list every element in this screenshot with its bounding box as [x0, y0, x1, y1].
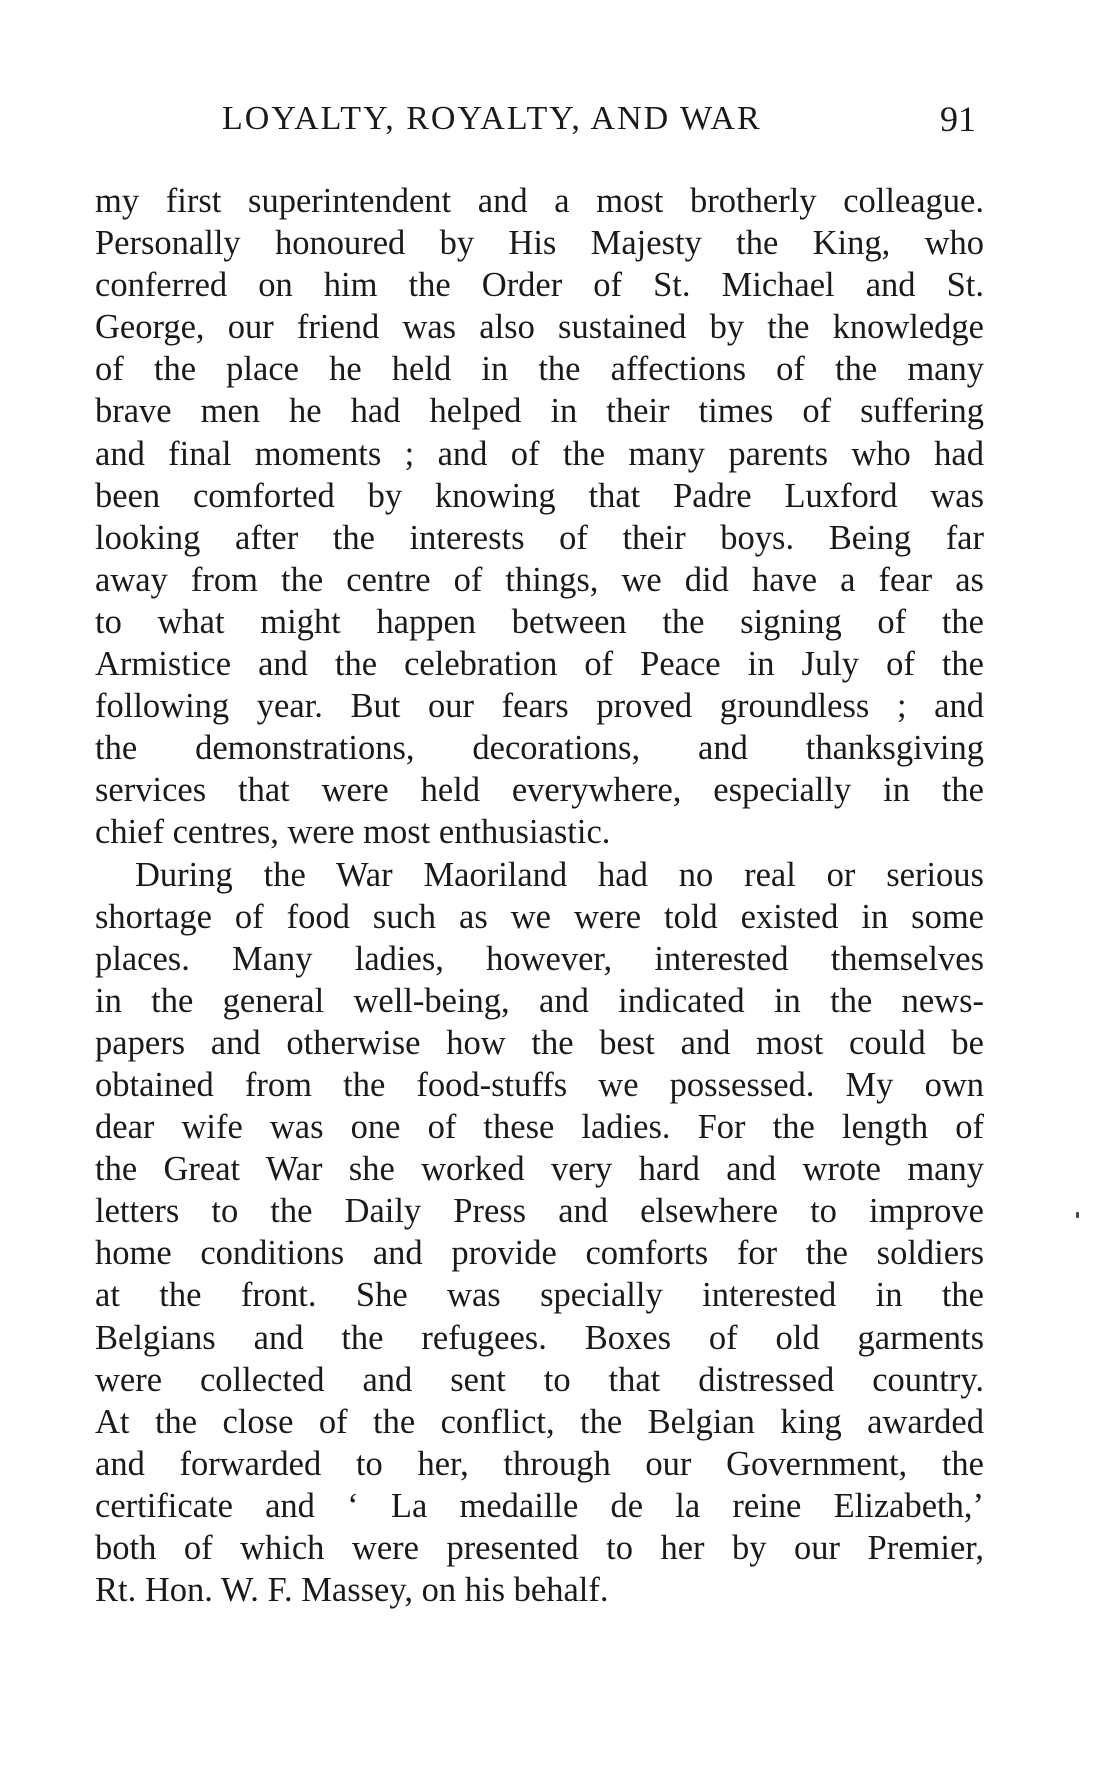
text-line: Armistice and the celebration of Peace in July of the	[95, 645, 984, 684]
text-line: away from the centre of things, we did have a fear as	[95, 560, 984, 599]
text-line: shortage of food such as we were told existed in some	[95, 897, 984, 936]
text-line: to what might happen between the signing of the	[95, 602, 984, 641]
paragraph-2	[95, 854, 984, 1612]
text-line: of the place he held in the affections of the many	[95, 350, 984, 389]
text-line: were collected and sent to that distressed country.	[95, 1360, 984, 1399]
text-line: letters to the Daily Press and elsewhere to improve	[95, 1192, 984, 1231]
text-line: my first superintendent and a most brotherly colleague.	[95, 182, 984, 220]
text-line: chief centres, were most enthusiastic.	[95, 813, 611, 852]
text-line: Rt. Hon. W. F. Massey, on his behalf.	[95, 1571, 609, 1610]
text-line: papers and otherwise how the best and most could be	[95, 1023, 984, 1062]
text-line: Personally honoured by His Majesty the King, who	[95, 224, 984, 263]
text-line: conferred on him the Order of St. Michael and St.	[95, 266, 984, 305]
text-line: Belgians and the refugees. Boxes of old garments	[95, 1318, 984, 1357]
text-line: at the front. She was specially interested in the	[95, 1276, 984, 1315]
text-line: At the close of the conflict, the Belgian king awarded	[95, 1402, 984, 1441]
text-line: and forwarded to her, through our Government, the	[95, 1444, 984, 1483]
text-line: the Great War she worked very hard and wrote many	[95, 1150, 984, 1189]
text-line: dear wife was one of these ladies. For the length of	[95, 1108, 984, 1147]
text-line: obtained from the food-stuffs we possessed. My own	[95, 1065, 984, 1104]
text-line: home conditions and provide comforts for the soldiers	[95, 1234, 984, 1273]
text-line: following year. But our fears proved groundless ; and	[95, 687, 984, 726]
text-line: brave men he had helped in their times of suffering	[95, 392, 984, 431]
text-line: During the War Maoriland had no real or serious	[135, 855, 984, 894]
text-line: looking after the interests of their boys. Being far	[95, 518, 984, 557]
page-number: 91	[940, 99, 976, 139]
text-line: places. Many ladies, however, interested themselves	[95, 939, 984, 978]
text-line: in the general well-being, and indicated in the news-	[95, 981, 984, 1020]
paragraph-1	[95, 180, 984, 854]
running-head	[0, 96, 1114, 142]
text-line: and final moments ; and of the many parents who had	[95, 434, 984, 473]
text-line: services that were held everywhere, especially in the	[95, 771, 984, 810]
text-line: certificate and ‘ La medaille de la reine Elizabeth,’	[95, 1486, 984, 1525]
body-text	[95, 180, 984, 1611]
text-line: George, our friend was also sustained by the knowledge	[95, 308, 984, 347]
text-line: both of which were presented to her by our Premier,	[95, 1529, 984, 1567]
print-speck	[1076, 1212, 1079, 1218]
text-line: been comforted by knowing that Padre Luxford was	[95, 476, 984, 515]
text-line: the demonstrations, decorations, and thanksgiving	[95, 729, 984, 768]
running-title: LOYALTY, ROYALTY, AND WAR	[222, 100, 762, 137]
